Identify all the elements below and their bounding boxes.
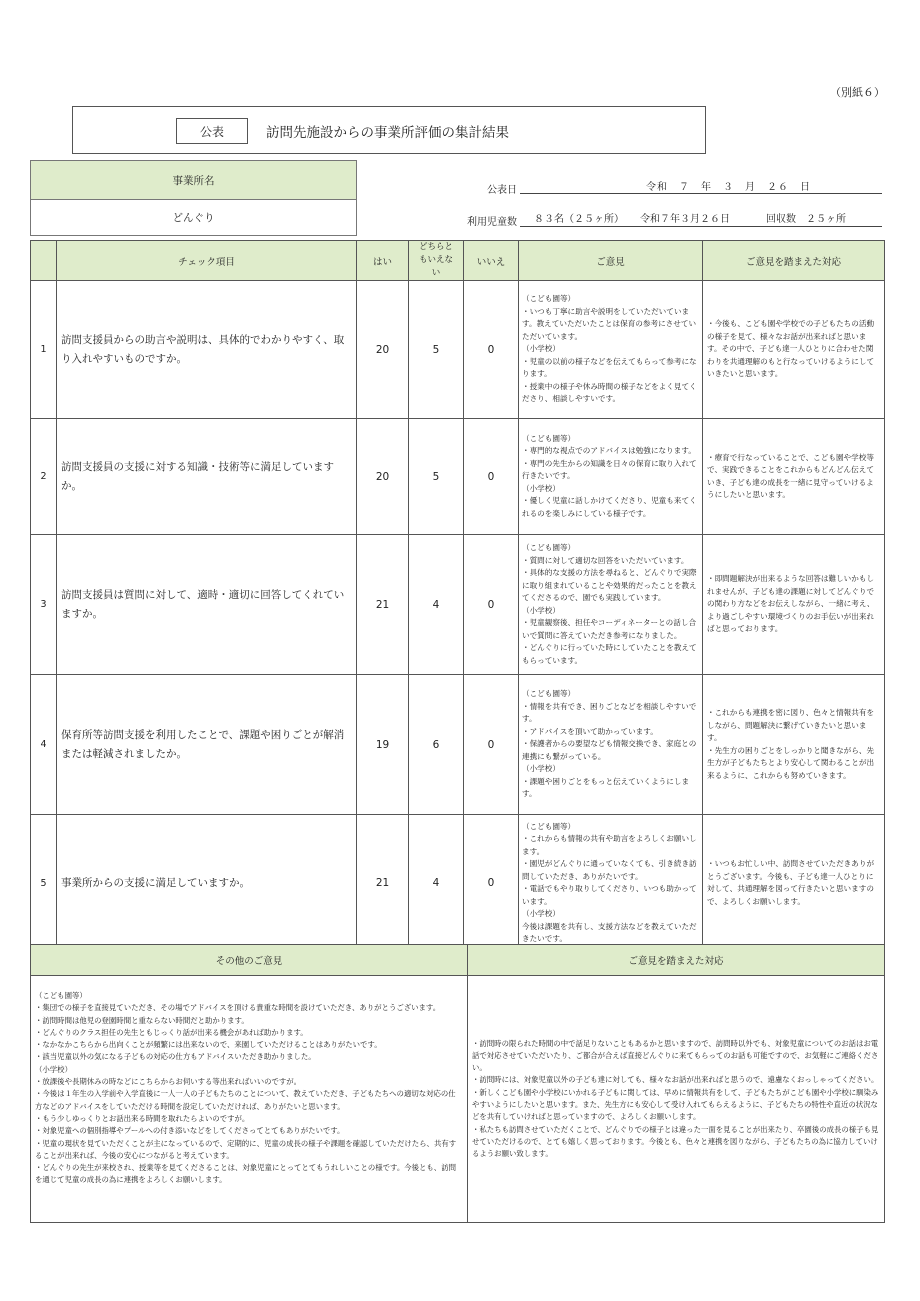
opinion-line: ・児童の以前の様子などを伝えてもらって参考になります。: [522, 356, 697, 379]
opinion-line: ・アドバイスを頂いて助かっています。: [522, 726, 658, 736]
other-response-text: [468, 976, 885, 1223]
header-response: ご意見を踏まえた対応: [703, 241, 885, 281]
other-opinion-line: ・児童の現状を見ていただくことが主になっているので、定期的に、児童の成長の様子や課題を確認していただけたら、共有することが出来れば、今後の安心につながると考えています。: [35, 1138, 457, 1160]
count-no: 0: [464, 281, 519, 419]
table-row: [31, 535, 885, 675]
other-response-line: ・訪問時の限られた時間の中で話足りないこともあるかと思いますので、訪問時以外でも、対象児童についてのお話はお電話で対応させていただいたり、ご都合が合えば直接どんぐりに来てもらってのお話も可能ですので、お気軽にご連絡ください。: [472, 1038, 879, 1073]
opinion-line: ・課題や困りごとをもっと伝えていくようにします。: [522, 776, 690, 799]
evaluation-table: [30, 240, 885, 952]
opinion-line: ・情報を共有でき、困りごとなどを相談しやすいです。: [522, 701, 697, 724]
header-check-item: チェック項目: [57, 241, 357, 281]
count-no: 0: [464, 535, 519, 675]
count-no: 0: [464, 815, 519, 952]
opinion-line: ・どんぐりに行っていた時にしていたことを教えてもらっています。: [522, 643, 697, 665]
header-neither: どちらともいえない: [409, 241, 464, 281]
pub-date-label: 公表日: [487, 185, 517, 196]
opinion-line: ・電話でもやり取りしてくださり、いつも助かっています。: [522, 884, 697, 906]
office-box: [30, 160, 357, 236]
other-opinion-line: ・どんぐりの先生が来校され、授業等を見てくださることは、対象児童にとってとてもうれしいことの様です。今後とも、訪問を通じて児童の成長の為に連携をよろしくお願いします。: [35, 1163, 456, 1185]
opinion-line: （小学校）: [522, 605, 560, 615]
pub-date-underline: [520, 193, 882, 194]
opinion-line: （小学校）: [522, 483, 560, 493]
response-cell: ・いつもお忙しい中、訪問させていただきありがとうございます。今後も、子ども達一人ひとりに対して、共通理解を図って行きたいと思いますので、よろしくお願いします。: [703, 815, 885, 952]
header-blank: [31, 241, 57, 281]
opinion-line: ・専門の先生からの知識を日々の保育に取り入れて行きたいです。: [522, 458, 697, 481]
other-response-header: ご意見を踏まえた対応: [468, 945, 885, 976]
other-response-line: ・私たちも訪問させていただくことで、どんぐりでの様子とは違った一面を見ることが出来たり、卒園後の成長の様子も見せていただけるので、とても嬉しく思っております。今後とも、色々と連携を図りながら、子どもたちの為に協力していけるようお願い致します。: [472, 1124, 879, 1159]
table-row: [31, 675, 885, 815]
opinion-line: ・専門的な視点でのアドバイスは勉強になります。: [522, 446, 696, 456]
row-number: 4: [31, 675, 57, 815]
office-name: どんぐり: [172, 212, 215, 224]
opinion-line: ・質問に対して適切な回答をいただいています。: [522, 555, 689, 565]
count-neither: 6: [409, 675, 464, 815]
count-neither: 4: [409, 535, 464, 675]
other-response-line: ・新しくこども園や小学校にいかれる子どもに関しては、早めに情報共有をして、子どもたちがこども園や小学校に馴染みやすいようにしたいと思います。また、先生方にも安心して受け入れてもらえるように、子どもたちの特性や直近の状況などを共有していければと思っていますので、よろしくお願いします。: [472, 1087, 879, 1122]
header-yes: はい: [357, 241, 409, 281]
other-opinion-line: ・今後は１年生の入学前や入学直後に一人一人の子どもたちのことについて、教えていただき、子どもたちへの適切な対応の仕方などのアドバイスをしていただける時間を設定していただければ、ありがたいと思います。: [35, 1089, 456, 1111]
users-label: 利用児童数: [467, 217, 517, 228]
opinion-line: （こども園等）: [522, 689, 576, 699]
response-cell: ・これからも連携を密に図り、色々と情報共有をしながら、問題解決に繋げていきたいと思います。 ・先生方の困りごとをしっかりと聞きながら、先生方が子どもたちとより安心して関わることが出来るように、これからも努めていきます。: [703, 675, 885, 815]
other-body-row: [31, 976, 885, 1223]
appendix-label: （別紙６）: [830, 86, 885, 99]
other-opinion-line: （小学校）: [35, 1064, 72, 1074]
opinions-cell: [519, 281, 703, 419]
row-number: 2: [31, 419, 57, 535]
opinion-line: （こども園等）: [522, 543, 576, 552]
header-opinions: ご意見: [519, 241, 703, 281]
row-number: 3: [31, 535, 57, 675]
other-opinion-line: ・もう少しゆっくりとお話出来る時間を取れたらよいのですが。: [35, 1113, 250, 1123]
count-no: 0: [464, 675, 519, 815]
opinion-line: ・園児がどんぐりに通っていなくても、引き続き訪問していただき、ありがたいです。: [522, 859, 697, 881]
users-count: ８３名（２５ヶ所）: [534, 214, 624, 225]
users-underline: [520, 226, 882, 227]
check-item-question: 訪問支援員は質問に対して、適時・適切に回答してくれていますか。: [57, 535, 357, 675]
row-number: 1: [31, 281, 57, 419]
response-cell: ・今後も、こども園や学校での子どもたちの活動の様子を見て、様々なお話が出来ればと思います。その中で、子ども達一人ひとりに合わせた関わりを共通理解のもと行なっていけるようにしていきたいと思います。: [703, 281, 885, 419]
check-item-question: 事業所からの支援に満足していますか。: [57, 815, 357, 952]
opinions-cell: [519, 675, 703, 815]
count-yes: 21: [357, 535, 409, 675]
response-cell: ・療育で行なっていることで、こども園や学校等で、実践できることをこれからもどんどん伝えていき、子ども達の成長を一緒に見守っていけるようにしたいと思います。: [703, 419, 885, 535]
count-yes: 20: [357, 281, 409, 419]
opinion-line: ・保護者からの要望なども情報交換でき、家庭との連携にも繋がっている。: [522, 739, 697, 761]
opinion-line: ・具体的な支援の方法を尋ねると、どんぐりで実際に取り組まれていることや効果的だったことを教えてくださるので、園でも実践しています。: [522, 568, 697, 602]
opinion-line: ・優しく児童に話しかけてくださり、児童も来てくれるのを楽しみにしている様子です。: [522, 496, 697, 518]
other-header-row: [31, 945, 885, 976]
opinion-line: （こども園等）: [522, 294, 576, 304]
opinion-line: ・児童観察後、担任やコーディネーターとの話し合いで質問に答えていただき参考になりました。: [522, 618, 697, 640]
response-cell: ・即問題解決が出来るような回答は難しいかもしれませんが、子ども達の課題に対してどんぐりでの関わり方などをお伝えしながら、一緒に考え、より過ごしやすい環境づくりのお手伝いが出来ればと思っております。: [703, 535, 885, 675]
opinions-cell: [519, 535, 703, 675]
office-label: 事業所名: [31, 161, 356, 200]
check-item-question: 保育所等訪問支援を利用したことで、課題や困りごとが解消または軽減されましたか。: [57, 675, 357, 815]
other-response-line: ・訪問時には、対象児童以外の子ども達に対しても、様々なお話が出来ればと思うので、遠慮なくおっしゃってください。: [472, 1075, 879, 1085]
table-header-row: [31, 241, 885, 281]
opinion-line: ・いつも丁寧に助言や説明をしていただいています。教えていただいたことは保育の参考にさせていただいています。: [522, 306, 697, 341]
page-title: 訪問先施設からの事業所評価の集計結果: [266, 125, 509, 141]
opinion-line: ・これからも情報の共有や助言をよろしくお願いします。: [522, 834, 697, 856]
check-item-question: 訪問支援員からの助言や説明は、具体的でわかりやすく、取り入れやすいものですか。: [57, 281, 357, 419]
other-opinion-line: ・集団での様子を直接見ていただき、その場でアドバイスを頂ける貴重な時間を設けていただき、ありがとうございます。: [35, 1003, 441, 1013]
table-row: [31, 815, 885, 952]
table-row: [31, 419, 885, 535]
count-neither: 5: [409, 419, 464, 535]
other-opinion-line: （こども園等）: [35, 991, 87, 1000]
other-opinion-line: ・対象児童への個別指導やプールへの付き添いなどをしてくださってとてもありがたいです。: [35, 1126, 345, 1136]
response-count: 回収数 ２５ヶ所: [766, 214, 846, 225]
count-no: 0: [464, 419, 519, 535]
count-yes: 20: [357, 419, 409, 535]
other-opinion-line: ・なかなかこちらから出向くことが頻繁には出来ないので、来園していただけることはありがたいです。: [35, 1040, 382, 1050]
opinion-line: （こども園等）: [522, 433, 576, 443]
users-date: 令和７年３月２６日: [640, 214, 730, 225]
other-opinion-line: ・訪問時間は他児の登園時間と重ならない時間だと助かります。: [35, 1015, 249, 1025]
opinion-line: ・授業中の様子や休み時間の様子などをよく見てくださり、相談しやすいです。: [522, 381, 697, 404]
opinion-line: （小学校）: [522, 909, 560, 918]
other-opinion-line: ・放課後や長期休みの時などにこちらからお伺いする等出来ればいいのですが。: [35, 1077, 302, 1087]
opinion-line: 今後は課題を共有し、支援方法などを教えていただきたいです。: [522, 921, 697, 943]
other-opinions-text: [31, 976, 468, 1223]
other-opinions-header: その他のご意見: [31, 945, 468, 976]
count-neither: 4: [409, 815, 464, 952]
opinion-line: （こども園等）: [522, 821, 576, 831]
check-item-question: 訪問支援員の支援に対する知識・技術等に満足していますか。: [57, 419, 357, 535]
opinion-line: （小学校）: [522, 764, 560, 774]
opinions-cell: [519, 815, 703, 952]
header-no: いいえ: [464, 241, 519, 281]
count-yes: 19: [357, 675, 409, 815]
other-opinions-table: [30, 944, 885, 1223]
count-yes: 21: [357, 815, 409, 952]
table-row: [31, 281, 885, 419]
count-neither: 5: [409, 281, 464, 419]
opinions-cell: [519, 419, 703, 535]
opinion-line: （小学校）: [522, 344, 560, 354]
other-opinion-line: ・該当児童以外の気になる子どもの対応の仕方もアドバイスいただき助かりました。: [35, 1052, 316, 1062]
row-number: 5: [31, 815, 57, 952]
other-opinion-line: ・どんぐりのクラス担任の先生ともじっくり話が出来る機会があれば助かります。: [35, 1027, 308, 1037]
publication-label: 公表: [176, 118, 248, 144]
pub-date: 令和 ７ 年 ３ 月 ２６ 日: [646, 182, 811, 193]
